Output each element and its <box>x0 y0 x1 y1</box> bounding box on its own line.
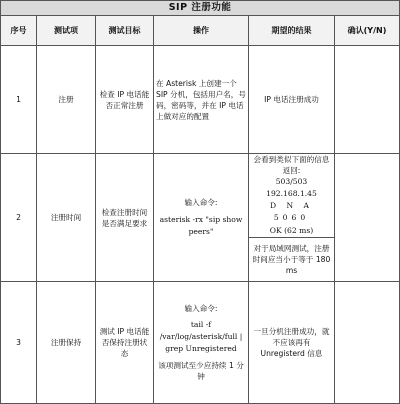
header-item: 测试项 <box>37 16 96 46</box>
header-confirm: 确认(Y/N) <box>335 16 400 46</box>
table-row <box>1 282 400 404</box>
header-expected: 期望的结果 <box>249 16 335 46</box>
header-no: 序号 <box>1 16 37 46</box>
expected-note: 对于局域网测试，注册时间应当小于等于 180 ms <box>252 243 331 275</box>
row-confirm[interactable] <box>335 46 400 154</box>
operation-command: asterisk -rx "sip show peers" <box>159 214 243 236</box>
operation-command: tail -f /var/log/asterisk/full | grep Unregistered <box>159 319 243 354</box>
row-operation <box>154 154 249 282</box>
table-title: SIP 注册功能 <box>1 1 400 16</box>
row-confirm[interactable] <box>335 154 400 282</box>
operation-prompt: 输入命令: <box>184 303 218 313</box>
row-operation <box>154 282 249 404</box>
header-goal: 测试目标 <box>96 16 154 46</box>
table-row <box>1 46 400 154</box>
expected-intro: 会看到类似下面的信息返回: <box>253 155 330 175</box>
expected-split <box>249 154 334 281</box>
row-goal: 检查注册时间是否满足要求 <box>96 154 154 282</box>
row-no: 1 <box>1 46 37 154</box>
row-goal: 检查 IP 电话能否正常注册 <box>96 46 154 154</box>
row-goal: 测试 IP 电话能否保持注册状态 <box>96 282 154 404</box>
row-expected: 一旦分机注册成功，就不应该再有 Unregisterd 信息 <box>249 282 335 404</box>
row-expected <box>249 154 335 282</box>
row-expected: IP 电话注册成功 <box>249 46 335 154</box>
row-item: 注册时间 <box>37 154 96 282</box>
row-item: 注册 <box>37 46 96 154</box>
row-operation: 在 Asterisk 上创建一个 SIP 分机，包括用户名，号码，密码等，并在 IP 电话上做对应的配置 <box>154 46 249 154</box>
operation-note: 该项测试至少应持续 1 分钟 <box>158 361 244 382</box>
operation-prompt: 输入命令: <box>184 197 218 207</box>
row-no: 3 <box>1 282 37 404</box>
row-confirm[interactable] <box>335 282 400 404</box>
row-item: 注册保持 <box>37 282 96 404</box>
expected-sample-line3: OK (62 ms) <box>269 225 314 235</box>
header-operation: 操作 <box>154 16 249 46</box>
row-no: 2 <box>1 154 37 282</box>
expected-sample-line2: D N A 5060 <box>269 201 314 223</box>
expected-sample <box>249 154 334 237</box>
expected-sample-line1: 503/503 192.168.1.45 <box>266 177 317 199</box>
table-row <box>1 154 400 282</box>
